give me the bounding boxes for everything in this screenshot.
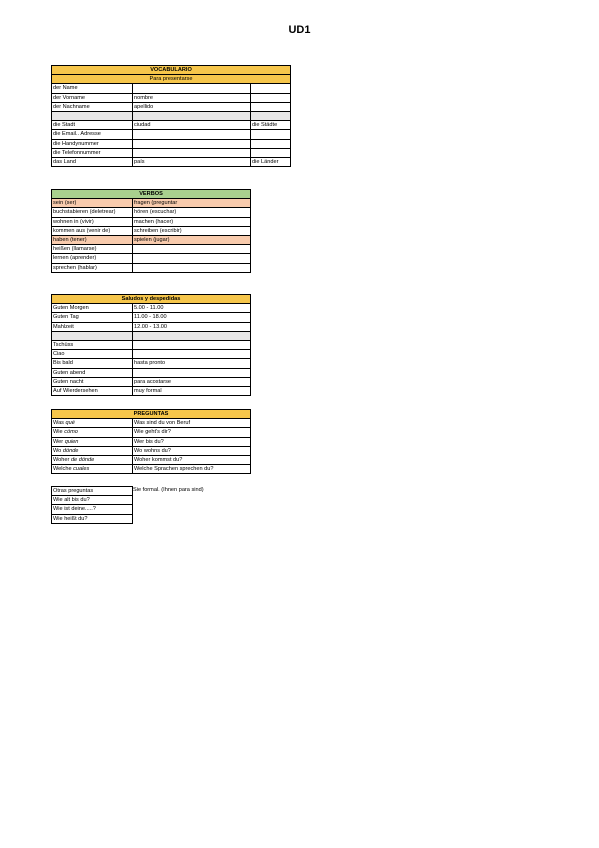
table-row <box>52 487 133 496</box>
saludos-cell <box>133 350 251 359</box>
vocab-title: VOCABULARIO <box>52 66 291 75</box>
vocab-cell <box>52 112 133 121</box>
vocab-cell <box>251 102 291 111</box>
table-row <box>52 236 251 245</box>
vocab-cell: ciudad <box>133 121 251 130</box>
table-row <box>52 350 251 359</box>
otras-title: Otras preguntas <box>52 487 133 496</box>
table-row <box>52 465 251 474</box>
vocab-table <box>51 65 291 167</box>
otras-note-box <box>132 486 262 494</box>
pregunta-term <box>52 437 133 446</box>
verbos-cell <box>133 245 251 254</box>
pregunta-example: Woher kommst du? <box>133 456 251 465</box>
vocab-cell <box>251 93 291 102</box>
verbos-cell: sein (ser) <box>52 199 133 208</box>
vocab-cell: das Land <box>52 158 133 167</box>
otras-item: Wie heißt du? <box>52 514 133 523</box>
table-row <box>52 331 251 340</box>
table-row <box>52 341 251 350</box>
pregunta-es: quien <box>64 438 79 445</box>
verbos-cell: buchstabieren (deletrear) <box>52 208 133 217</box>
vocab-cell: der Vorname <box>52 93 133 102</box>
verbos-cell: lernen (aprender) <box>52 254 133 263</box>
saludos-cell: Bis bald <box>52 359 133 368</box>
table-row <box>52 208 251 217</box>
saludos-cell: hasta pronto <box>133 359 251 368</box>
vocab-cell: die Länder <box>251 158 291 167</box>
verbos-cell: wohnen in (vivir) <box>52 217 133 226</box>
table-row <box>52 437 251 446</box>
table-row <box>52 102 291 111</box>
saludos-cell <box>52 331 133 340</box>
table-row <box>52 446 251 455</box>
table-row <box>52 217 251 226</box>
saludos-cell <box>133 341 251 350</box>
pregunta-example: Welche Sprachen sprechen du? <box>133 465 251 474</box>
saludos-cell <box>133 368 251 377</box>
otras-note: Sie formal. (Ihnen para sind) <box>133 487 204 493</box>
saludos-cell: Guten Morgen <box>52 304 133 313</box>
vocab-cell <box>251 139 291 148</box>
table-row <box>52 505 133 514</box>
pregunta-example: Wer bis du? <box>133 437 251 446</box>
vocab-cell <box>133 130 251 139</box>
pregunta-term <box>52 419 133 428</box>
pregunta-example: Wie geht's dir? <box>133 428 251 437</box>
verbos-cell <box>133 263 251 272</box>
verbos-cell: fragen (preguntar <box>133 199 251 208</box>
vocab-cell: país <box>133 158 251 167</box>
vocab-cell <box>251 148 291 157</box>
table-row <box>52 263 251 272</box>
table-row <box>52 226 251 235</box>
pregunta-de: Welche <box>53 466 72 473</box>
saludos-title: Saludos y despedidas <box>52 295 251 304</box>
pregunta-example: Was sind du von Beruf <box>133 419 251 428</box>
pregunta-de: Wer <box>53 438 64 445</box>
table-row <box>52 387 251 396</box>
table-row <box>52 368 251 377</box>
vocab-cell <box>133 84 251 93</box>
vocab-cell: apellido <box>133 102 251 111</box>
table-row <box>52 456 251 465</box>
table-row <box>52 313 251 322</box>
saludos-cell: Guten Tag <box>52 313 133 322</box>
vocab-cell: der Name <box>52 84 133 93</box>
table-row <box>52 199 251 208</box>
pregunta-de: Was <box>53 420 64 427</box>
saludos-cell: Guten abend <box>52 368 133 377</box>
verbos-cell: heißen (llamarse) <box>52 245 133 254</box>
saludos-cell: Tschüss <box>52 341 133 350</box>
table-row <box>52 158 291 167</box>
table-row <box>52 304 251 313</box>
pregunta-de: Wie <box>53 429 63 436</box>
table-row <box>52 377 251 386</box>
vocab-cell <box>133 139 251 148</box>
table-row <box>52 112 291 121</box>
verbos-cell: sprechen (hablar) <box>52 263 133 272</box>
vocab-cell: die Städte <box>251 121 291 130</box>
table-row <box>52 93 291 102</box>
pregunta-es: dónde <box>62 447 79 454</box>
vocab-cell: die Telefonnummer <box>52 148 133 157</box>
saludos-cell: 5.00 - 11.00 <box>133 304 251 313</box>
verbos-title: VERBOS <box>52 190 251 199</box>
page-title: UD1 <box>288 24 311 36</box>
pregunta-term <box>52 465 133 474</box>
table-row <box>52 139 291 148</box>
saludos-cell: 11.00 - 18.00 <box>133 313 251 322</box>
verbos-cell: machen (hacer) <box>133 217 251 226</box>
saludos-cell <box>133 331 251 340</box>
saludos-cell: Auf Wierdersehen <box>52 387 133 396</box>
table-row <box>52 84 291 93</box>
pregunta-term <box>52 428 133 437</box>
table-row <box>52 428 251 437</box>
table-row <box>52 254 251 263</box>
saludos-table <box>51 294 251 396</box>
table-row <box>52 359 251 368</box>
pregunta-term <box>52 456 133 465</box>
saludos-cell: Guten nacht <box>52 377 133 386</box>
vocab-cell <box>251 84 291 93</box>
vocab-cell: die Handynummer <box>52 139 133 148</box>
verbos-table <box>51 189 251 273</box>
vocab-subtitle: Para presentarse <box>52 75 291 84</box>
verbos-cell: haben (tener) <box>52 236 133 245</box>
table-row <box>52 419 251 428</box>
table-row <box>52 514 133 523</box>
pregunta-es: cuales <box>73 466 90 473</box>
otras-item: Wie alt bis du? <box>52 496 133 505</box>
verbos-cell: spielen (jugar) <box>133 236 251 245</box>
pregunta-de: Wo <box>53 447 62 454</box>
saludos-cell: Mahlzeit <box>52 322 133 331</box>
vocab-cell <box>133 112 251 121</box>
saludos-cell: Ciao <box>52 350 133 359</box>
pregunta-es: cómo <box>64 429 78 436</box>
vocab-cell: der Nachname <box>52 102 133 111</box>
pregunta-example: Wo wohns du? <box>133 446 251 455</box>
vocab-cell <box>133 148 251 157</box>
table-row <box>52 245 251 254</box>
vocab-cell <box>251 112 291 121</box>
table-row <box>52 130 291 139</box>
saludos-cell: para acostarse <box>133 377 251 386</box>
table-row <box>52 496 133 505</box>
saludos-cell: muy formal <box>133 387 251 396</box>
otras-table <box>51 486 133 524</box>
vocab-cell <box>251 130 291 139</box>
vocab-cell: die Email.. Adresse <box>52 130 133 139</box>
table-row <box>52 148 291 157</box>
verbos-cell: schreiben (escribir) <box>133 226 251 235</box>
table-row <box>52 322 251 331</box>
vocab-cell: nombre <box>133 93 251 102</box>
table-row <box>52 121 291 130</box>
verbos-cell: hören (escuchar) <box>133 208 251 217</box>
verbos-cell <box>133 254 251 263</box>
pregunta-de: Woher <box>53 457 70 464</box>
pregunta-term <box>52 446 133 455</box>
preguntas-title: PREGUNTAS <box>52 410 251 419</box>
preguntas-table <box>51 409 251 474</box>
pregunta-es: qué <box>65 420 75 427</box>
pregunta-es: de dónde <box>70 457 95 464</box>
vocab-cell: die Stadt <box>52 121 133 130</box>
otras-item: Wie ist deine.....? <box>52 505 133 514</box>
verbos-cell: kommen aus (venir de) <box>52 226 133 235</box>
saludos-cell: 12.00 - 13.00 <box>133 322 251 331</box>
